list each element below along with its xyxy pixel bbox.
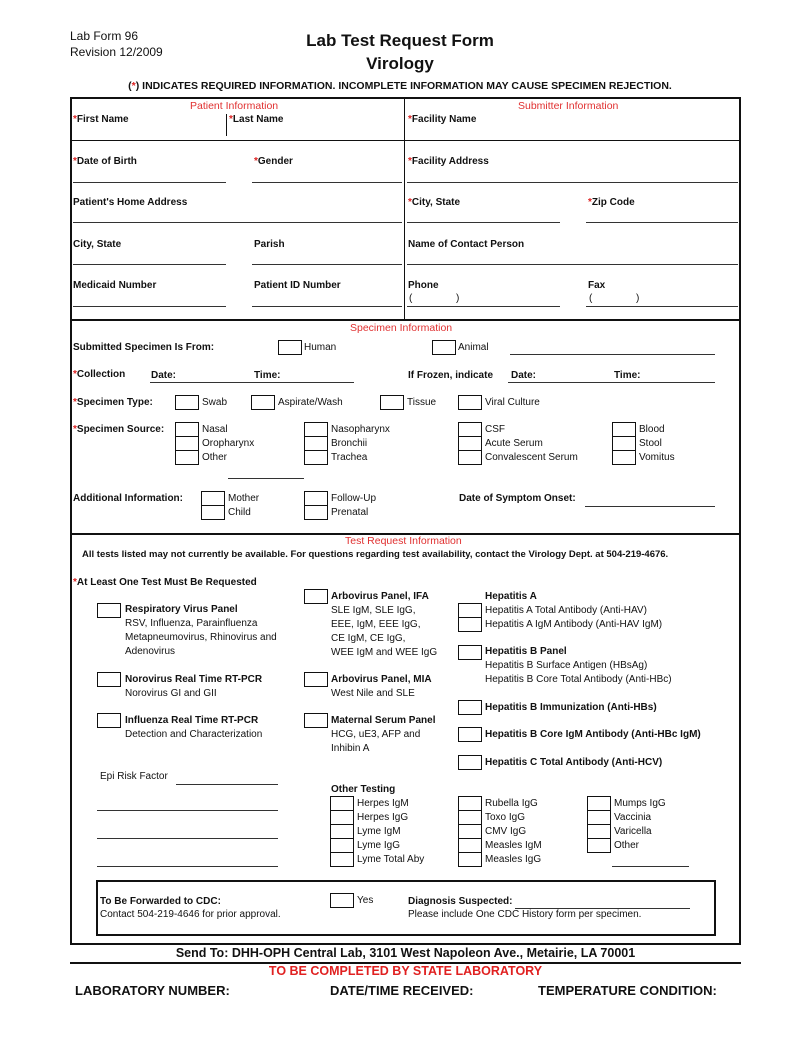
availability-notice: All tests listed may not currently be available. For questions regarding test availability, contact the Virology Dept. at 504-219-4676. <box>82 549 669 560</box>
arbo-mia-title: Arbovirus Panel, MIA <box>331 674 432 685</box>
hepb-imm-label: Hepatitis B Immunization (Anti-HBs) <box>485 702 657 713</box>
oropharynx-checkbox[interactable] <box>175 436 199 451</box>
at-least-one-label: *At Least One Test Must Be Requested <box>73 577 257 588</box>
specimen-from-label: Submitted Specimen Is From: <box>73 342 215 353</box>
vaccinia-checkbox[interactable] <box>587 810 611 825</box>
home-address-label: Patient's Home Address <box>73 197 188 208</box>
epi-risk-field[interactable] <box>97 810 278 811</box>
home-address-field[interactable] <box>73 222 402 223</box>
other-test-option: CMV IgG <box>485 826 527 837</box>
dob-label: *Date of Birth <box>73 156 137 167</box>
medicaid-label: Medicaid Number <box>73 280 157 291</box>
cmv-checkbox[interactable] <box>458 824 482 839</box>
phone-field[interactable] <box>407 306 560 307</box>
herpes-igg-checkbox[interactable] <box>330 810 354 825</box>
other-source-checkbox[interactable] <box>175 450 199 465</box>
source-option: Other <box>202 452 228 463</box>
city-state-label: City, State <box>73 239 122 250</box>
city-state-field[interactable] <box>73 264 226 265</box>
fax-label: Fax <box>588 280 606 291</box>
followup-label: Follow-Up <box>331 493 377 504</box>
other-test-option: Varicella <box>614 826 652 837</box>
other-test-option: Rubella IgG <box>485 798 538 809</box>
source-option: Blood <box>639 424 665 435</box>
gender-field[interactable] <box>252 182 402 183</box>
diagnosis-note: Please include One CDC History form per specimen. <box>408 909 642 920</box>
hepb-core-label: Hepatitis B Core IgM Antibody (Anti-HBc IgM) <box>485 729 701 740</box>
collection-label: *Collection <box>73 369 126 380</box>
rvp-detail: Adenovirus <box>125 646 176 657</box>
hepa-option: Hepatitis A IgM Antibody (Anti-HAV IgM) <box>485 619 663 630</box>
arbo-ifa-detail: WEE IgM and WEE IgG <box>331 647 438 658</box>
cdc-yes-label: Yes <box>357 895 374 906</box>
collection-time-label: Time: <box>254 370 281 381</box>
collection-datetime-field[interactable] <box>150 382 354 383</box>
frozen-label: If Frozen, indicate <box>408 370 494 381</box>
other-test-field[interactable] <box>612 866 689 867</box>
measles-igg-checkbox[interactable] <box>458 852 482 867</box>
source-option: Stool <box>639 438 662 449</box>
frozen-datetime-field[interactable] <box>508 382 715 383</box>
rvp-title: Respiratory Virus Panel <box>125 604 238 615</box>
hepa-igm-checkbox[interactable] <box>458 617 482 632</box>
diagnosis-label: Diagnosis Suspected: <box>408 896 513 907</box>
maternal-detail: Inhibin A <box>331 743 370 754</box>
arbo-ifa-checkbox[interactable] <box>304 589 328 604</box>
other-test-option: Lyme IgM <box>357 826 401 837</box>
prenatal-checkbox[interactable] <box>304 505 328 520</box>
send-to-address: Send To: DHH-OPH Central Lab, 3101 West Napoleon Ave., Metairie, LA 70001 <box>175 946 636 960</box>
hepa-title: Hepatitis A <box>485 591 537 602</box>
followup-checkbox[interactable] <box>304 491 328 506</box>
cdc-yes-checkbox[interactable] <box>330 893 354 908</box>
patient-id-label: Patient ID Number <box>254 280 341 291</box>
mother-label: Mother <box>228 493 260 504</box>
source-option: Vomitus <box>639 452 675 463</box>
source-option: Nasal <box>202 424 228 435</box>
blood-checkbox[interactable] <box>612 422 636 437</box>
varicella-checkbox[interactable] <box>587 824 611 839</box>
norovirus-title: Norovirus Real Time RT-PCR <box>125 674 263 685</box>
convalescent-serum-checkbox[interactable] <box>458 450 482 465</box>
frozen-date-label: Date: <box>511 370 537 381</box>
rvp-detail: Metapneumovirus, Rhinovirus and <box>125 632 277 643</box>
epi-risk-field[interactable] <box>97 866 278 867</box>
animal-type-field[interactable] <box>510 354 715 355</box>
other-source-field[interactable] <box>228 478 304 479</box>
specimen-type-label: *Specimen Type: <box>73 397 153 408</box>
human-label: Human <box>304 342 337 353</box>
hepb-detail: Hepatitis B Surface Antigen (HBsAg) <box>485 660 648 671</box>
rubella-checkbox[interactable] <box>458 796 482 811</box>
maternal-detail: HCG, uE3, AFP and <box>331 729 421 740</box>
prenatal-label: Prenatal <box>331 507 369 518</box>
name-divider <box>226 114 227 136</box>
other-test-option: Measles IgG <box>485 854 542 865</box>
influenza-title: Influenza Real Time RT-PCR <box>125 715 259 726</box>
aspirate-label: Aspirate/Wash <box>278 397 343 408</box>
source-option: Oropharynx <box>202 438 255 449</box>
acute-serum-checkbox[interactable] <box>458 436 482 451</box>
last-name-label: *Last Name <box>229 114 284 125</box>
nasopharynx-checkbox[interactable] <box>304 422 328 437</box>
mother-checkbox[interactable] <box>201 491 225 506</box>
submitter-section-title: Submitter Information <box>518 100 619 112</box>
maternal-title: Maternal Serum Panel <box>331 715 436 726</box>
additional-info-label: Additional Information: <box>73 493 183 504</box>
other-test-option: Measles IgM <box>485 840 542 851</box>
bronchii-checkbox[interactable] <box>304 436 328 451</box>
form-number: Lab Form 96 <box>70 29 139 43</box>
hepb-panel-checkbox[interactable] <box>458 645 482 660</box>
gender-label: *Gender <box>254 156 293 167</box>
rvp-detail: RSV, Influenza, Parainfluenza <box>125 618 258 629</box>
hepb-imm-checkbox[interactable] <box>458 700 482 715</box>
source-option: Bronchii <box>331 438 368 449</box>
collection-date-label: Date: <box>151 370 177 381</box>
other-testing-title: Other Testing <box>331 784 396 795</box>
first-name-label: *First Name <box>73 114 129 125</box>
norovirus-detail: Norovirus GI and GII <box>125 688 217 699</box>
source-option: CSF <box>485 424 505 435</box>
frame-divider <box>404 98 405 320</box>
onset-field[interactable] <box>585 506 715 507</box>
norovirus-checkbox[interactable] <box>97 672 121 687</box>
arbo-ifa-detail: EEE, IgM, EEE IgG, <box>331 619 421 630</box>
patient-section-title: Patient Information <box>190 100 279 112</box>
contact-label: Name of Contact Person <box>408 239 525 250</box>
arbo-ifa-detail: CE IgM, CE IgG, <box>331 633 406 644</box>
revision-date: Revision 12/2009 <box>70 45 163 59</box>
facility-address-field[interactable] <box>407 182 738 183</box>
swab-checkbox[interactable] <box>175 395 199 410</box>
patient-id-field[interactable] <box>252 306 402 307</box>
epi-risk-label: Epi Risk Factor <box>100 771 168 782</box>
specimen-source-label: *Specimen Source: <box>73 424 165 435</box>
state-lab-notice: TO BE COMPLETED BY STATE LABORATORY <box>268 964 543 978</box>
source-option: Trachea <box>331 452 368 463</box>
frozen-time-label: Time: <box>614 370 641 381</box>
fax-field[interactable] <box>586 306 738 307</box>
fax-paren-close: ) <box>636 293 640 304</box>
submitter-city-field[interactable] <box>407 222 560 223</box>
other-test-option: Lyme IgG <box>357 840 400 851</box>
child-label: Child <box>228 507 251 518</box>
page-title: Lab Test Request Form <box>306 31 494 50</box>
arbo-ifa-title: Arbovirus Panel, IFA <box>331 591 429 602</box>
tissue-label: Tissue <box>407 397 437 408</box>
other-test-option: Vaccinia <box>614 812 652 823</box>
specimen-section-title: Specimen Information <box>350 322 453 334</box>
trachea-checkbox[interactable] <box>304 450 328 465</box>
epi-risk-field[interactable] <box>97 838 278 839</box>
hepa-total-checkbox[interactable] <box>458 603 482 618</box>
contact-field[interactable] <box>407 264 738 265</box>
hepc-checkbox[interactable] <box>458 755 482 770</box>
source-option: Acute Serum <box>485 438 543 449</box>
toxo-checkbox[interactable] <box>458 810 482 825</box>
herpes-igm-checkbox[interactable] <box>330 796 354 811</box>
measles-igm-checkbox[interactable] <box>458 838 482 853</box>
viral-culture-checkbox[interactable] <box>458 395 482 410</box>
required-notice: (*) INDICATES REQUIRED INFORMATION. INCOMPLETE INFORMATION MAY CAUSE SPECIMEN REJECTION. <box>128 80 672 92</box>
lyme-igg-checkbox[interactable] <box>330 838 354 853</box>
arbo-mia-checkbox[interactable] <box>304 672 328 687</box>
row-line <box>71 140 404 141</box>
dob-field[interactable] <box>73 182 226 183</box>
tests-section-title: Test Request Information <box>345 535 462 547</box>
fax-paren-open: ( <box>589 293 593 304</box>
animal-label: Animal <box>458 342 489 353</box>
phone-paren-close: ) <box>456 293 460 304</box>
source-option: Nasopharynx <box>331 424 390 435</box>
frame-patient-submitter <box>70 97 741 321</box>
stool-checkbox[interactable] <box>612 436 636 451</box>
animal-checkbox[interactable] <box>432 340 456 355</box>
hepb-core-checkbox[interactable] <box>458 727 482 742</box>
other-test-option: Herpes IgG <box>357 812 409 823</box>
child-checkbox[interactable] <box>201 505 225 520</box>
viral-culture-label: Viral Culture <box>485 397 540 408</box>
parish-label: Parish <box>254 239 285 250</box>
csf-checkbox[interactable] <box>458 422 482 437</box>
zip-field[interactable] <box>586 222 738 223</box>
other-test-option: Mumps IgG <box>614 798 666 809</box>
submitter-city-state-label: *City, State <box>408 197 461 208</box>
aspirate-checkbox[interactable] <box>251 395 275 410</box>
zip-label: *Zip Code <box>588 197 635 208</box>
other-test-checkbox[interactable] <box>587 838 611 853</box>
nasal-checkbox[interactable] <box>175 422 199 437</box>
phone-paren-open: ( <box>409 293 413 304</box>
swab-label: Swab <box>202 397 228 408</box>
tissue-checkbox[interactable] <box>380 395 404 410</box>
row-line <box>405 140 740 141</box>
phone-label: Phone <box>408 280 439 291</box>
facility-name-label: *Facility Name <box>408 114 477 125</box>
source-option: Convalescent Serum <box>485 452 578 463</box>
human-checkbox[interactable] <box>278 340 302 355</box>
other-test-option: Lyme Total Aby <box>357 854 425 865</box>
hepb-detail: Hepatitis B Core Total Antibody (Anti-HBc) <box>485 674 672 685</box>
other-test-option: Toxo IgG <box>485 812 526 823</box>
hepa-option: Hepatitis A Total Antibody (Anti-HAV) <box>485 605 647 616</box>
rvp-checkbox[interactable] <box>97 603 121 618</box>
parish-field[interactable] <box>252 264 402 265</box>
vomitus-checkbox[interactable] <box>612 450 636 465</box>
influenza-checkbox[interactable] <box>97 713 121 728</box>
hepc-label: Hepatitis C Total Antibody (Anti-HCV) <box>485 757 663 768</box>
influenza-detail: Detection and Characterization <box>125 729 263 740</box>
epi-risk-field[interactable] <box>176 784 278 785</box>
maternal-checkbox[interactable] <box>304 713 328 728</box>
cdc-note: Contact 504-219-4646 for prior approval. <box>100 909 281 920</box>
lab-number-label: LABORATORY NUMBER: <box>75 983 230 998</box>
onset-label: Date of Symptom Onset: <box>459 493 576 504</box>
cdc-title: To Be Forwarded to CDC: <box>100 896 221 907</box>
lyme-igm-checkbox[interactable] <box>330 824 354 839</box>
temperature-label: TEMPERATURE CONDITION: <box>538 983 717 998</box>
page-subtitle: Virology <box>366 54 434 73</box>
hepb-title: Hepatitis B Panel <box>485 646 567 657</box>
lyme-total-checkbox[interactable] <box>330 852 354 867</box>
medicaid-field[interactable] <box>73 306 226 307</box>
arbo-mia-detail: West Nile and SLE <box>331 688 415 699</box>
mumps-checkbox[interactable] <box>587 796 611 811</box>
date-received-label: DATE/TIME RECEIVED: <box>330 983 474 998</box>
facility-address-label: *Facility Address <box>408 156 489 167</box>
other-test-option: Herpes IgM <box>357 798 409 809</box>
arbo-ifa-detail: SLE IgM, SLE IgG, <box>331 605 416 616</box>
other-test-option: Other <box>614 840 640 851</box>
